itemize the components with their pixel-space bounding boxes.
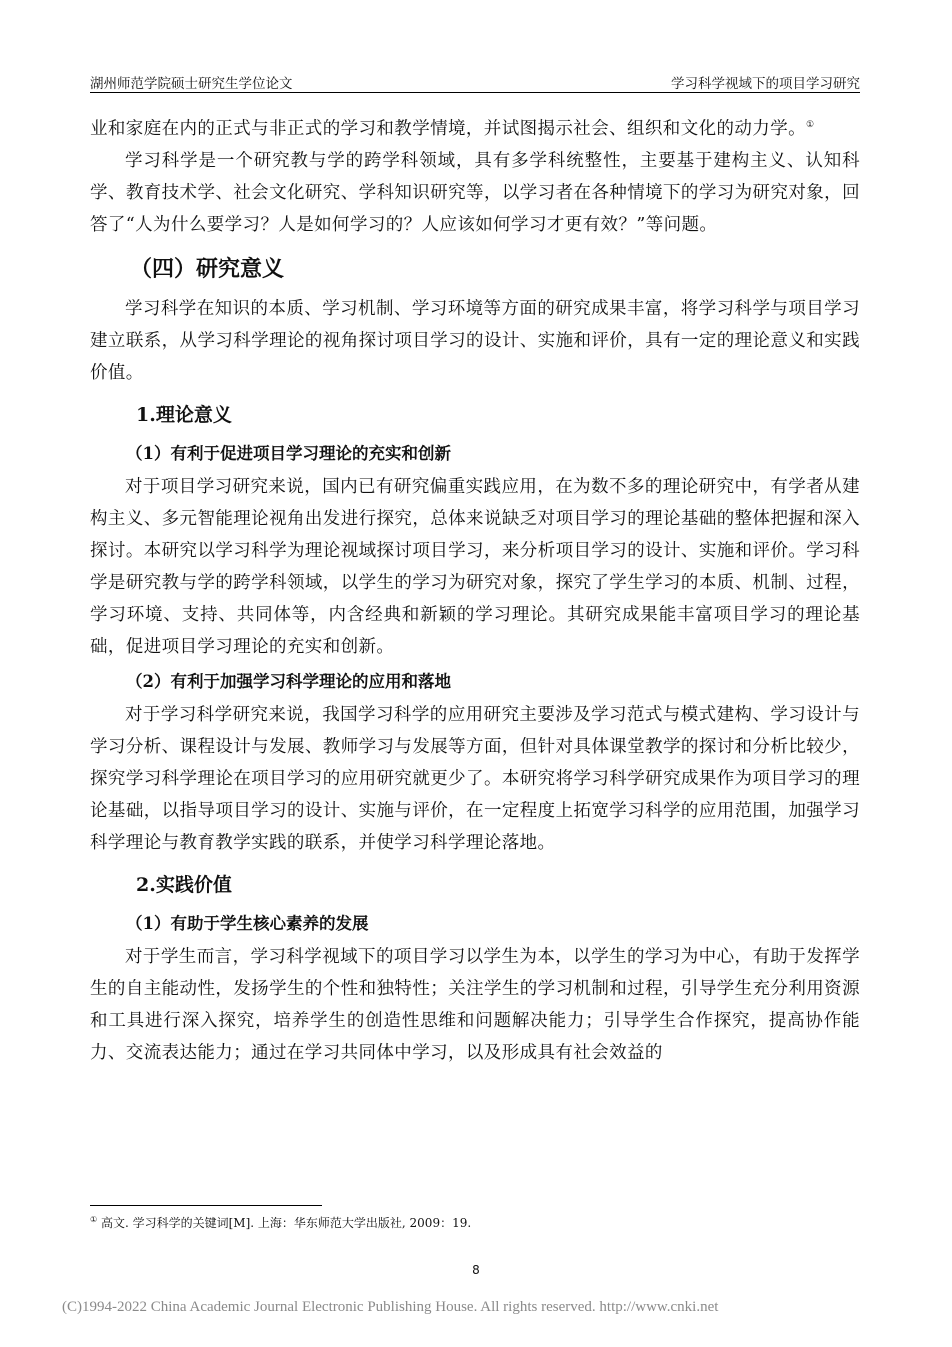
paragraph-theory-1: 对于项目学习研究来说，国内已有研究偏重实践应用，在为数不多的理论研究中，有学者从建构主义、多元智能理论视角出发进行探究，总体来说缺乏对项目学习的理论基础的整体把握和深入探讨。本研究以学习科学为理论视域探讨项目学习，来分析项目学习的设计、实施和评价。学习科学是研究教与学的跨学科领域，以学生的学习为研究对象，探究了学生学习的本质、机制、过程，学习环境、支持、共同体等，内含经典和新颖的学习理论。其研究成果能丰富项目学习的理论基础，促进项目学习理论的充实和创新。 xyxy=(90,477,860,657)
paragraph-continued xyxy=(90,113,860,145)
copyright-notice: (C)1994-2022 China Academic Journal Electronic Publishing House. All rights reserved. http://www.cnki.net xyxy=(62,1299,719,1315)
running-header xyxy=(90,72,860,92)
footnote-text: 高文. 学习科学的关键词[M]. 上海：华东师范大学出版社, 2009：19. xyxy=(101,1216,472,1230)
paragraph-text: 业和家庭在内的正式与非正式的学习和教学情境，并试图揭示社会、组织和文化的动力学。 xyxy=(90,119,806,139)
footnote-mark: ① xyxy=(90,1215,98,1224)
item-heading-practice-1: （1）有助于学生核心素养的发展 xyxy=(126,914,369,933)
item-heading-theory-2: （2）有利于加强学习科学理论的应用和落地 xyxy=(126,672,451,691)
header-thesis-title: 湖州师范学院硕士研究生学位论文 xyxy=(90,76,293,92)
header-chapter-title: 学习科学视域下的项目学习研究 xyxy=(671,76,860,92)
paragraph-practice-1: 对于学生而言，学习科学视域下的项目学习以学生为本，以学生的学习为中心，有助于发挥学生的自主能动性，发扬学生的个性和独特性；关注学生的学习机制和过程，引导学生充分利用资源和工具进行深入探究，培养学生的创造性思维和问题解决能力；引导学生合作探究，提高协作能力、交流表达能力；通过在学习共同体中学习，以及形成具有社会效益的 xyxy=(90,947,860,1063)
footnote xyxy=(90,1214,471,1232)
paragraph-theory-2: 对于学习科学研究来说，我国学习科学的应用研究主要涉及学习范式与模式建构、学习设计与学习分析、课程设计与发展、教师学习与发展等方面，但针对具体课堂教学的探讨和分析比较少，探究学习科学理论在项目学习的应用研究就更少了。本研究将学习科学研究成果作为项目学习的理论基础，以指导项目学习的设计、实施与评价，在一定程度上拓宽学习科学的应用范围，加强学习科学理论与教育教学实践的联系，并使学习科学理论落地。 xyxy=(90,705,860,853)
subheading-theoretical-significance: 1.理论意义 xyxy=(136,404,232,426)
section-heading-research-significance: （四）研究意义 xyxy=(130,256,285,282)
header-divider xyxy=(90,92,860,93)
footnote-divider xyxy=(90,1205,322,1206)
item-heading-theory-1: （1）有利于促进项目学习理论的充实和创新 xyxy=(126,444,451,463)
footnote-marker: ① xyxy=(806,120,815,131)
page-number: 8 xyxy=(472,1263,480,1277)
paragraph-learning-science: 学习科学是一个研究教与学的跨学科领域，具有多学科统整性，主要基于建构主义、认知科学、教育技术学、社会文化研究、学科知识研究等，以学习者在各种情境下的学习为研究对象，回答了“人为什么要学习？人是如何学习的？人应该如何学习才更有效？”等问题。 xyxy=(90,151,860,235)
paragraph-significance-intro: 学习科学在知识的本质、学习机制、学习环境等方面的研究成果丰富，将学习科学与项目学习建立联系，从学习科学理论的视角探讨项目学习的设计、实施和评价，具有一定的理论意义和实践价值。 xyxy=(90,299,860,383)
subheading-practical-value: 2.实践价值 xyxy=(136,874,232,896)
page-body xyxy=(90,113,860,1069)
